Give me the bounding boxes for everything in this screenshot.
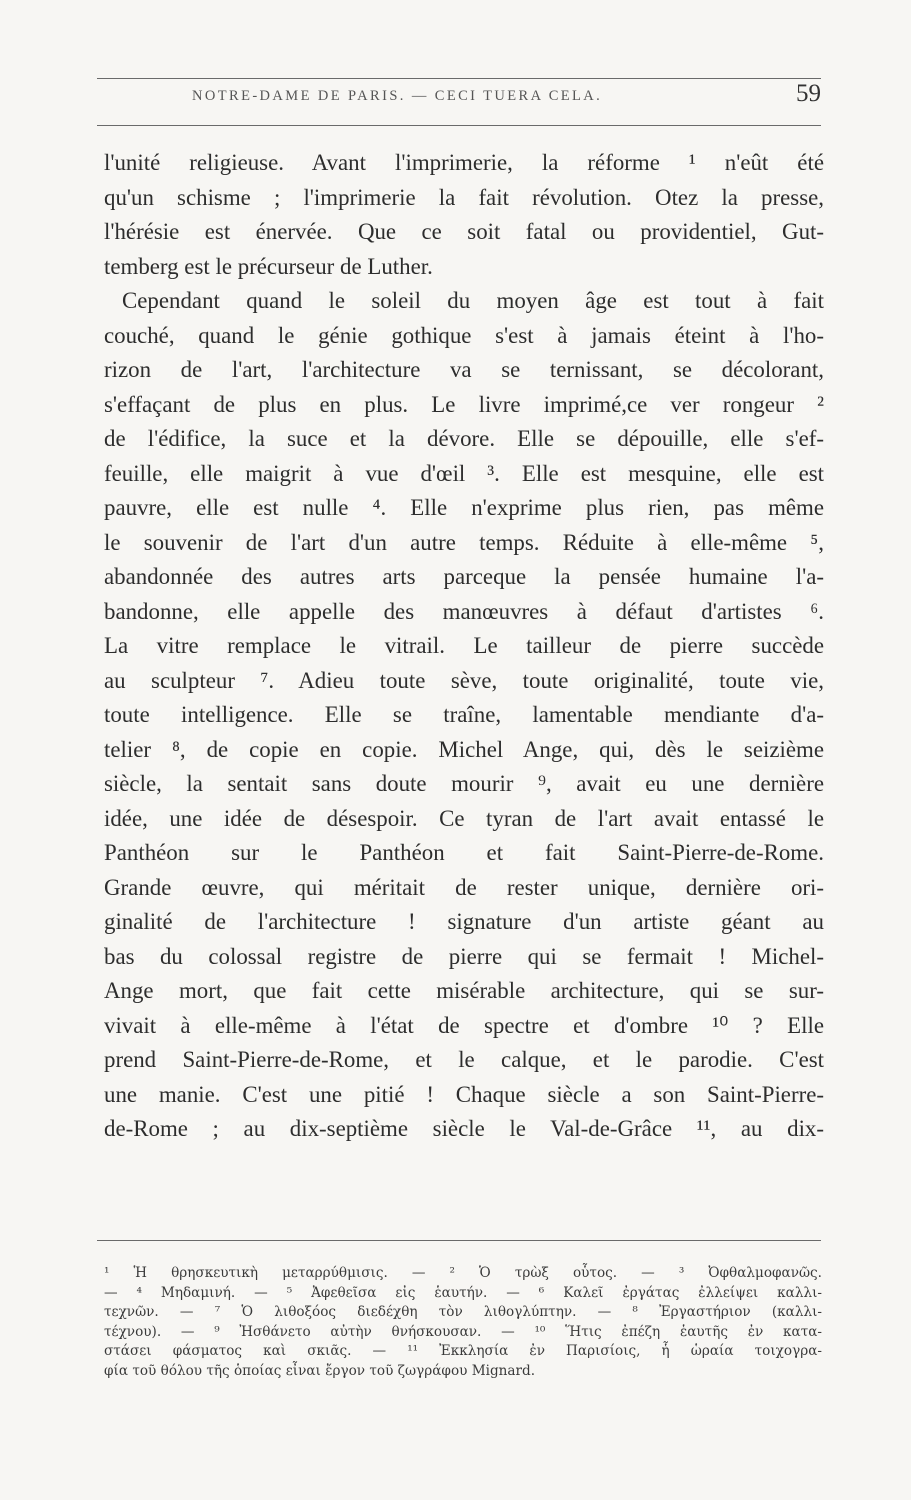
body-line: ginalité de l'architecture ! signature d'un artiste géant au	[104, 909, 824, 934]
body-line: une manie. C'est une pitié ! Chaque siècle a son Saint-Pierre-	[104, 1081, 824, 1107]
body-line: temberg est le précurseur de Luther.	[104, 253, 433, 279]
body-line: prend Saint-Pierre-de-Rome, et le calque, et le parodie. C'est	[104, 1047, 824, 1072]
body-line: telier ⁸, de copie en copie. Michel Ange, qui, dès le seizième	[104, 736, 824, 762]
body-line: Grande œuvre, qui méritait de rester unique, dernière ori-	[104, 874, 824, 900]
body-line: Panthéon sur le Panthéon et fait Saint-Pierre-de-Rome.	[104, 840, 824, 865]
footnote-line: ¹ Ἡ θρησκευτικὴ μεταρρύθμισις. — ² Ὁ τρὼξ οὗτος. — ³ Ὀφθαλμοφανῶς.	[104, 1265, 822, 1281]
body-line: bas du colossal registre de pierre qui se fermait ! Michel-	[104, 943, 824, 969]
body-line: qu'un schisme ; l'imprimerie la fait révolution. Otez la presse,	[104, 184, 824, 210]
body-line: idée, une idée de désespoir. Ce tyran de l'art avait entassé le	[104, 805, 824, 831]
body-line: l'hérésie est énervée. Que ce soit fatal ou providentiel, Gut-	[104, 219, 824, 244]
footnote-line: — ⁴ Μηδαμινή. — ⁵ Ἀφεθεῖσα εἰς ἑαυτήν. — ⁶ Καλεῖ ἐργάτας ἐλλείψει καλλι-	[104, 1284, 822, 1301]
body-line: au sculpteur ⁷. Adieu toute sève, toute originalité, toute vie,	[104, 667, 824, 693]
body-line: La vitre remplace le vitrail. Le tailleur de pierre succède	[104, 633, 824, 658]
body-text	[104, 146, 824, 1147]
body-line: Cependant quand le soleil du moyen âge est tout à fait	[122, 288, 824, 313]
body-line: le souvenir de l'art d'un autre temps. Réduite à elle-même ⁵,	[104, 529, 824, 555]
footnote-line: τεχνῶν. — ⁷ Ὁ λιθοξόος διεδέχθη τὸν λιθογλύπτην. — ⁸ Ἐργαστήριον (καλλι-	[104, 1304, 822, 1320]
footnotes	[104, 1264, 822, 1381]
page-number: 59	[796, 80, 821, 107]
footnote-line: τέχνου). — ⁹ Ἠσθάνετο αὐτὴν θνήσκουσαν. — ¹⁰ Ἥτις ἐπέζη ἑαυτῆς ἐν κατα-	[104, 1323, 822, 1340]
body-line: toute intelligence. Elle se traîne, lamentable mendiante d'a-	[104, 702, 824, 727]
running-title: NOTRE-DAME DE PARIS. — CECI TUERA CELA.	[192, 88, 603, 104]
body-line: pauvre, elle est nulle ⁴. Elle n'exprime plus rien, pas même	[104, 495, 824, 520]
running-head	[97, 80, 821, 116]
footnote-line: στάσει φάσματος καὶ σκιᾶς. — ¹¹ Ἐκκλησία ἐν Παρισίοις, ἧ ὡραία τοιχογρα-	[104, 1343, 822, 1359]
body-line: siècle, la sentait sans doute mourir ⁹, avait eu une dernière	[104, 771, 824, 796]
footnote-rule	[97, 1240, 821, 1241]
body-line: couché, quand le génie gothique s'est à jamais éteint à l'ho-	[104, 322, 824, 348]
body-line: vivait à elle-même à l'état de spectre et d'ombre ¹⁰ ? Elle	[104, 1012, 824, 1038]
body-line: de-Rome ; au dix-septième siècle le Val-de-Grâce ¹¹, au dix-	[104, 1116, 824, 1141]
body-line: abandonnée des autres arts parceque la pensée humaine l'a-	[104, 564, 824, 589]
body-line: rizon de l'art, l'architecture va se ternissant, se décolorant,	[104, 357, 824, 382]
body-line: bandonne, elle appelle des manœuvres à défaut d'artistes ⁶.	[104, 598, 824, 624]
body-line: Ange mort, que fait cette misérable architecture, qui se sur-	[104, 978, 824, 1003]
body-line: s'effaçant de plus en plus. Le livre imprimé,ce ver rongeur ²	[104, 391, 824, 417]
header-top-rule	[97, 78, 821, 79]
body-line: feuille, elle maigrit à vue d'œil ³. Elle est mesquine, elle est	[104, 460, 824, 486]
header-bottom-rule	[97, 125, 821, 126]
body-line: l'unité religieuse. Avant l'imprimerie, la réforme ¹ n'eût été	[104, 150, 824, 175]
footnote-line: φία τοῦ θόλου τῆς ὁποίας εἶναι ἔργον τοῦ ζωγράφου Mignard.	[104, 1362, 536, 1379]
body-line: de l'édifice, la suce et la dévore. Elle se dépouille, elle s'ef-	[104, 426, 824, 451]
